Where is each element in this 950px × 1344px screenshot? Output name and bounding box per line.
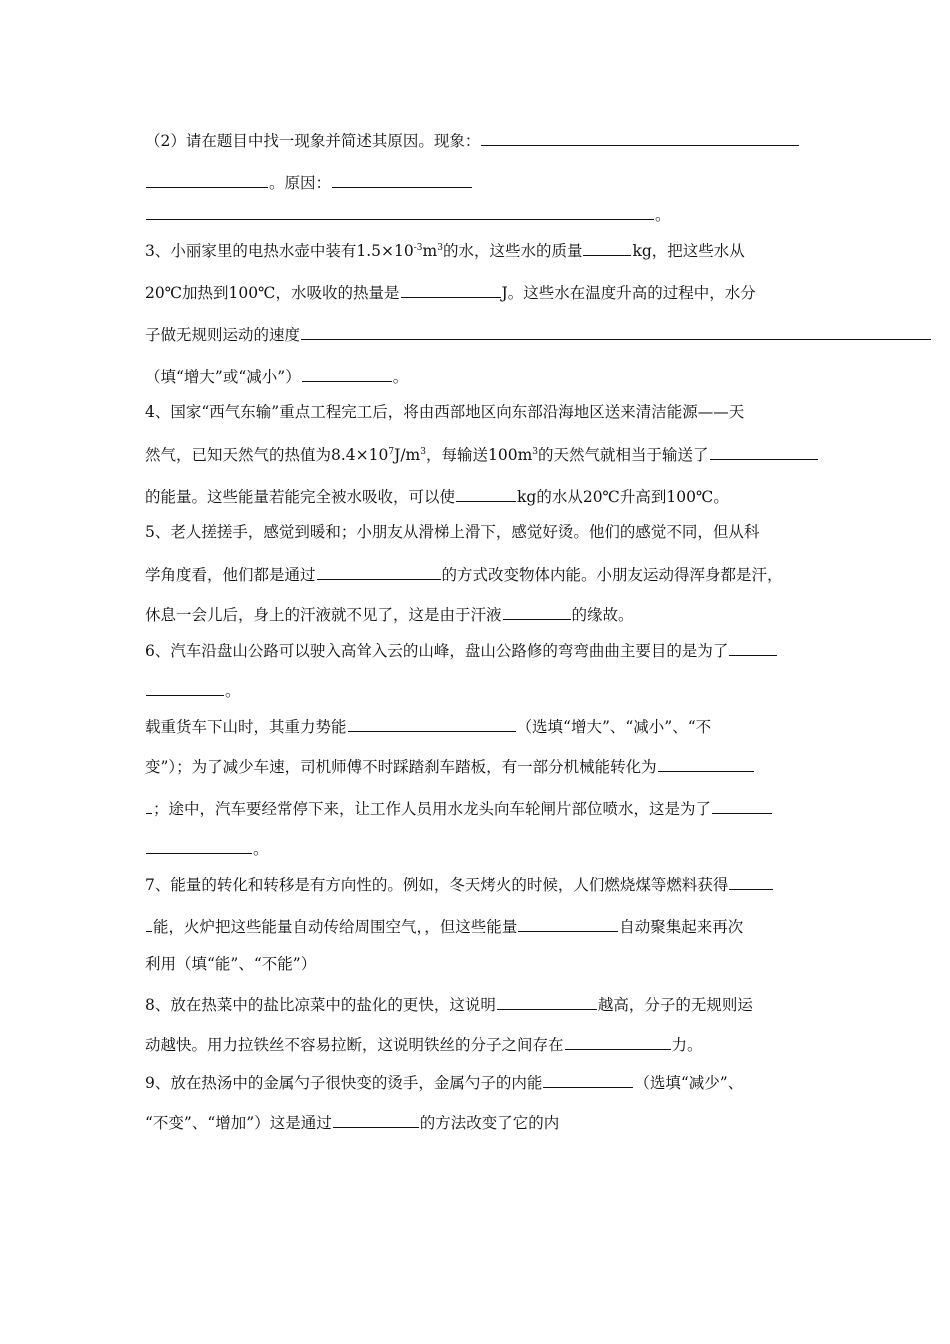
q2-line-3 [145, 204, 671, 224]
q7-energy-blank[interactable] [729, 874, 773, 890]
q7-line-2 [145, 916, 743, 936]
q3-sup-exp: -3 [413, 243, 423, 253]
q7-text: 7、能量的转化和转移是有方向性的。例如，冬天烤火的时候，人们燃烧煤等燃料获得 [145, 876, 729, 894]
q6-convert-blank[interactable] [658, 756, 754, 772]
q3-line-2 [145, 282, 756, 302]
q6-potential-blank[interactable] [348, 716, 516, 732]
q8-line-2 [145, 1034, 703, 1054]
q9-text-a: 9、放在热汤中的金属勺子很快变的烫手，金属勺子的内能 [145, 1074, 543, 1092]
q2-reason-blank[interactable] [332, 172, 472, 188]
q3-end: 。 [392, 368, 409, 386]
q2-phenomenon-blank[interactable] [481, 130, 799, 146]
q6-spray-blank[interactable] [712, 798, 772, 814]
q6-text: 6、汽车沿盘山公路可以驶入高耸入云的山峰，盘山公路修的弯弯曲曲主要目的是为了 [145, 642, 729, 660]
q9-line-1 [145, 1072, 743, 1092]
q4-water-mass-blank[interactable] [456, 486, 516, 502]
q5-evap-blank[interactable] [503, 604, 571, 620]
q8-temperature-blank[interactable] [497, 994, 597, 1010]
q4-sup-exp: 7 [388, 447, 395, 457]
q3-speed-blank-2[interactable] [302, 366, 392, 382]
q8-text-b: 越高，分子的无规则运 [597, 996, 753, 1014]
q3-line-3 [145, 324, 932, 344]
q5-end: 的缘故。 [571, 606, 634, 624]
q5-text: 5、老人搓搓手，感觉到暖和；小朋友从滑梯上滑下，感觉好烫。他们的感觉不同，但从科 [145, 523, 760, 541]
q7-gather-text: 自动聚集起来再次 [619, 918, 744, 936]
q8-force-unit: 力。 [671, 1036, 703, 1054]
q2-line-2 [145, 172, 473, 192]
q9-text-end: 的方法改变了它的内 [419, 1114, 560, 1132]
q2-end: 。 [655, 206, 671, 224]
q5-line-2 [145, 564, 783, 584]
q9-method-blank[interactable] [333, 1112, 419, 1128]
q3-speed-label: 子做无规则运动的速度 [145, 326, 301, 344]
q6-line-5 [145, 798, 773, 818]
q5-line-3 [145, 604, 634, 624]
q6-line-3 [145, 716, 711, 736]
q2-reason-label: 。原因： [269, 174, 332, 192]
q2-phenomenon-blank-cont[interactable] [146, 172, 268, 188]
q2-line-1 [145, 130, 800, 150]
q4-unit: J/m [394, 446, 421, 464]
q8-line-1 [145, 994, 753, 1014]
q3-fill-hint: （填“增大”或“减小”） [145, 368, 301, 386]
q3-sup-cube: 3 [437, 243, 443, 253]
q7-energy-blank-cont[interactable] [146, 916, 152, 932]
q6-spray-label: ；途中，汽车要经常停下来，让工作人员用水龙头向车轮闸片部位喷水，这是为了 [153, 800, 712, 818]
q5-line-1 [145, 522, 759, 542]
q4-line-1 [145, 402, 744, 422]
q3-heat-label: 20℃加热到100℃，水吸收的热量是 [145, 284, 400, 302]
q7-line-3 [145, 954, 316, 974]
q6-line-6 [145, 838, 269, 858]
q8-force-blank[interactable] [565, 1034, 671, 1050]
q8-text-a: 8、放在热菜中的盐比凉菜中的盐化的更快，这说明 [145, 996, 496, 1014]
q6-end-2: 。 [253, 840, 269, 858]
q6-purpose-blank[interactable] [729, 640, 777, 656]
q4-text: 4、国家“西气东输”重点工程完工后，将由西部地区向东部沿海地区送来清洁能源——天 [145, 403, 745, 421]
q9-method-label: “不变”、“增加”）这是通过 [145, 1114, 332, 1132]
q6-convert-blank-cont[interactable] [146, 798, 152, 814]
q4-line-2 [145, 444, 819, 464]
q4-line-3 [145, 486, 729, 506]
q9-energy-blank[interactable] [543, 1072, 633, 1088]
q3-text-d: kg，把这些水从 [632, 242, 745, 260]
q3-mass-blank[interactable] [583, 240, 631, 256]
q9-choice-hint: （选填“减少”、 [634, 1074, 744, 1092]
q4-transport: 的天然气就相当于输送了 [538, 446, 709, 464]
q6-convert-label: 变”）；为了减少车速，司机师傅不时踩踏刹车踏板，有一部分机械能转化为 [145, 758, 657, 776]
q6-spray-blank-cont[interactable] [146, 838, 252, 854]
q2-reason-blank-cont[interactable] [146, 204, 654, 220]
q7-line-1 [145, 874, 774, 894]
q6-potential-label: 载重货车下山时，其重力势能 [145, 718, 347, 736]
q3-speed-blank[interactable] [301, 324, 931, 340]
q5-sweat-text: 的方式改变物体内能。小朋友运动得浑身都是汗， [441, 566, 783, 584]
q4-volume: ，每输送100m [425, 446, 533, 464]
q5-evap-label: 休息一会儿后，身上的汗液就不见了，这是由于汗液 [145, 606, 502, 624]
q3-line-1 [145, 240, 745, 260]
q4-water-label: 的能量。这些能量若能完全被水吸收，可以使 [145, 488, 456, 506]
q3-heat-unit: J。这些水在温度升高的过程中，水分 [501, 284, 756, 302]
q3-text-a: 3、小丽家里的电热水壶中装有1.5×10 [145, 242, 414, 260]
q3-line-4 [145, 366, 408, 386]
q6-line-4 [145, 756, 755, 776]
q4-sup-cube: 3 [420, 447, 426, 457]
q4-sup-cube-2: 3 [532, 447, 539, 457]
q5-way-label: 学角度看，他们都是通过 [145, 566, 316, 584]
q6-choice-hint: （选填“增大”、“减小”、“不 [516, 718, 712, 736]
q6-end-1: 。 [225, 682, 241, 700]
q4-water-temp: kg的水从20℃升高到100℃。 [517, 488, 729, 506]
q7-gather-blank[interactable] [518, 916, 618, 932]
q7-fill-hint: 利用（填“能”、“不能”） [145, 955, 317, 973]
q4-heat-value: 然气，已知天然气的热值为8.4×10 [145, 446, 389, 464]
q3-heat-blank[interactable] [401, 282, 501, 298]
q6-purpose-blank-cont[interactable] [146, 680, 224, 696]
q5-way-blank[interactable] [317, 564, 441, 580]
q7-transfer-label: 能，火炉把这些能量自动传给周围空气，，但这些能量 [153, 918, 518, 936]
q6-line-2 [145, 680, 241, 700]
q4-energy-blank[interactable] [710, 444, 818, 460]
q8-force-label: 动越快。用力拉铁丝不容易拉断，这说明铁丝的分子之间存在 [145, 1036, 564, 1054]
q3-text-b: m [422, 242, 438, 260]
q3-text-c: 的水，这些水的质量 [442, 242, 583, 260]
q6-line-1 [145, 640, 778, 660]
q2-text: （2）请在题目中找一现象并简述其原因。现象： [145, 132, 481, 150]
q9-line-2 [145, 1112, 559, 1132]
